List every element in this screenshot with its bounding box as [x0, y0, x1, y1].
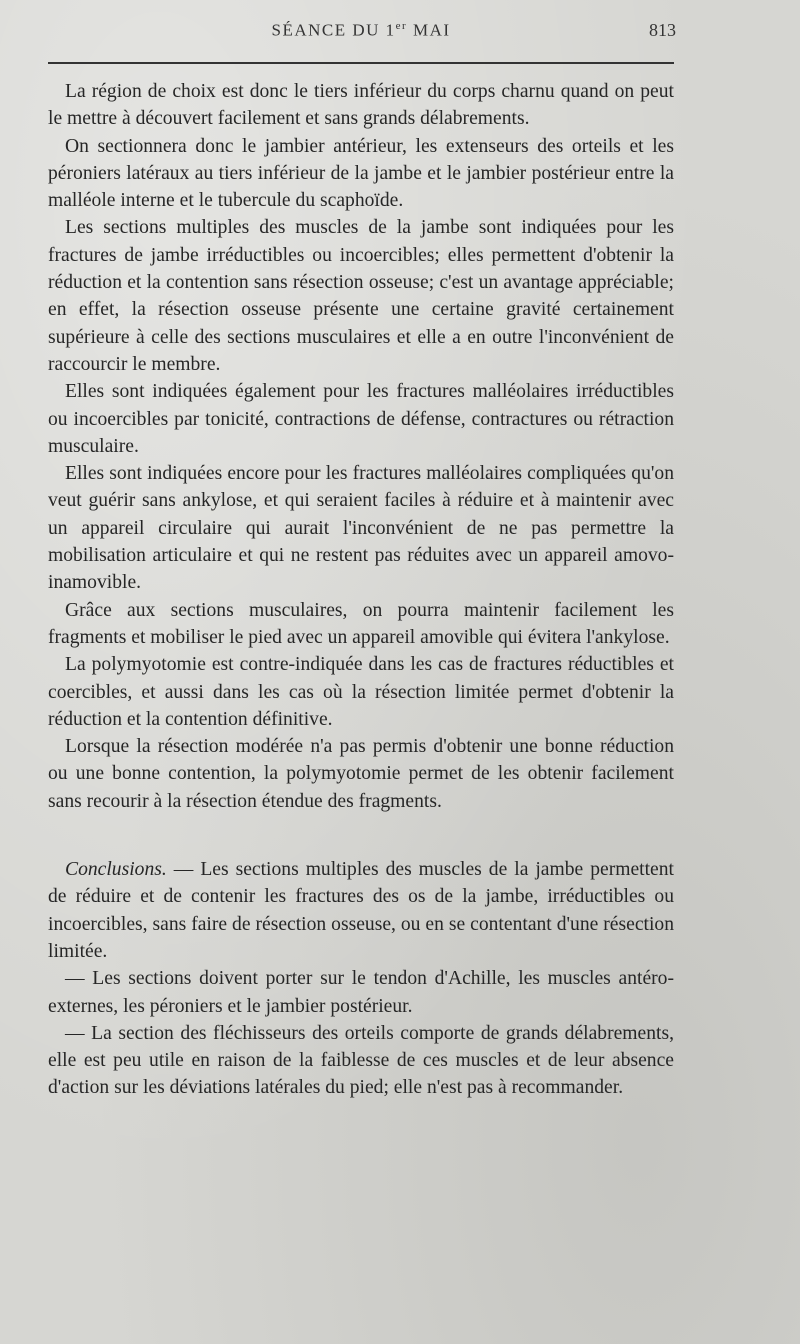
running-title — [46, 20, 676, 41]
paragraph-contraindications: La polymyotomie est contre-indiquée dans les cas de fractures réductibles et coercibles, et aussi dans les cas où la résection limitée permet d'obtenir la réduction et la contention définitive. — [48, 654, 674, 730]
paragraph-moderate-resection: Lorsque la résection modérée n'a pas permis d'obtenir une bonne réduction ou une bonne contention, la polymyotomie permet de les obtenir facilement sans recourir à la résection étendue des fragments. — [48, 736, 674, 812]
paragraph-muscular-sections: Grâce aux sections musculaires, on pourra maintenir facilement les fragments et mobiliser le pied avec un appareil amovible qui évitera l'ankylose. — [48, 599, 674, 648]
conclusions-paragraph — [48, 856, 674, 965]
paragraph-indications-malleolar: Elles sont indiquées également pour les fractures malléolaires irréductibles ou incoercibles par tonicité, contractions de défense, contractures ou rétraction musculaire. — [48, 381, 674, 457]
conclusions-label: Conclusions. — [65, 859, 167, 881]
header-rule — [48, 62, 674, 64]
running-header — [46, 20, 676, 46]
body-text — [48, 78, 674, 1102]
paragraph-indications-leg: Les sections multiples des muscles de la jambe sont indiquées pour les fractures de jambe irréductibles ou incoercibles; elles permettent d'obtenir la réduction et la contention sans résection osseuse; c'est un avantage appréciable; en effet, la résection osseuse présente une certaine gravité certainement supérieure à celle des sections musculaires et elle a en outre l'inconvénient de raccourcir le membre. — [48, 217, 674, 375]
conclusion-item: — Les sections doivent porter sur le tendon d'Achille, les muscles antéro-externes, les péroniers et le jambier postérieur. — [48, 968, 674, 1017]
paragraph-indications-complicated: Elles sont indiquées encore pour les fractures malléolaires compliquées qu'on veut guérir sans ankylose, et qui seraient faciles à réduire et à maintenir avec un appareil circulaire qui aurait l'inconvénient de ne pas permettre la mobilisation articulaire et qui ne restent pas réduites avec un appareil amovo-inamovible. — [48, 463, 674, 594]
section-spacer — [48, 815, 674, 856]
paragraph-sectioning: On sectionnera donc le jambier antérieur, les extenseurs des orteils et les péroniers latéraux au tiers inférieur de la jambe et le jambier postérieur entre la malléole interne et le tubercule du scaphoïde. — [48, 135, 674, 212]
page-number: 813 — [649, 20, 676, 40]
conclusion-item: — La section des fléchisseurs des orteils comporte de grands délabrements, elle est peu utile en raison de la faiblesse de ces muscles et de leur absence d'action sur les déviations latérales du pied; elle n'est pas à recommander. — [48, 1022, 674, 1099]
conclusions-first-text: — Les sections multiples des muscles de la jambe permettent de réduire et de contenir les fractures des os de la jambe, irréductibles ou incoercibles, sans faire de résection osseuse, ou en se contentant d'une résection limitée. — [48, 859, 674, 962]
running-title-prefix: SÉANCE DU 1 — [271, 20, 396, 40]
paragraph-choice-region: La région de choix est donc le tiers inférieur du corps charnu quand on peut le mettre à découvert facilement et sans grands délabrements. — [48, 81, 674, 130]
running-title-suffix: MAI — [407, 20, 451, 40]
running-title-superscript: er — [395, 20, 408, 32]
